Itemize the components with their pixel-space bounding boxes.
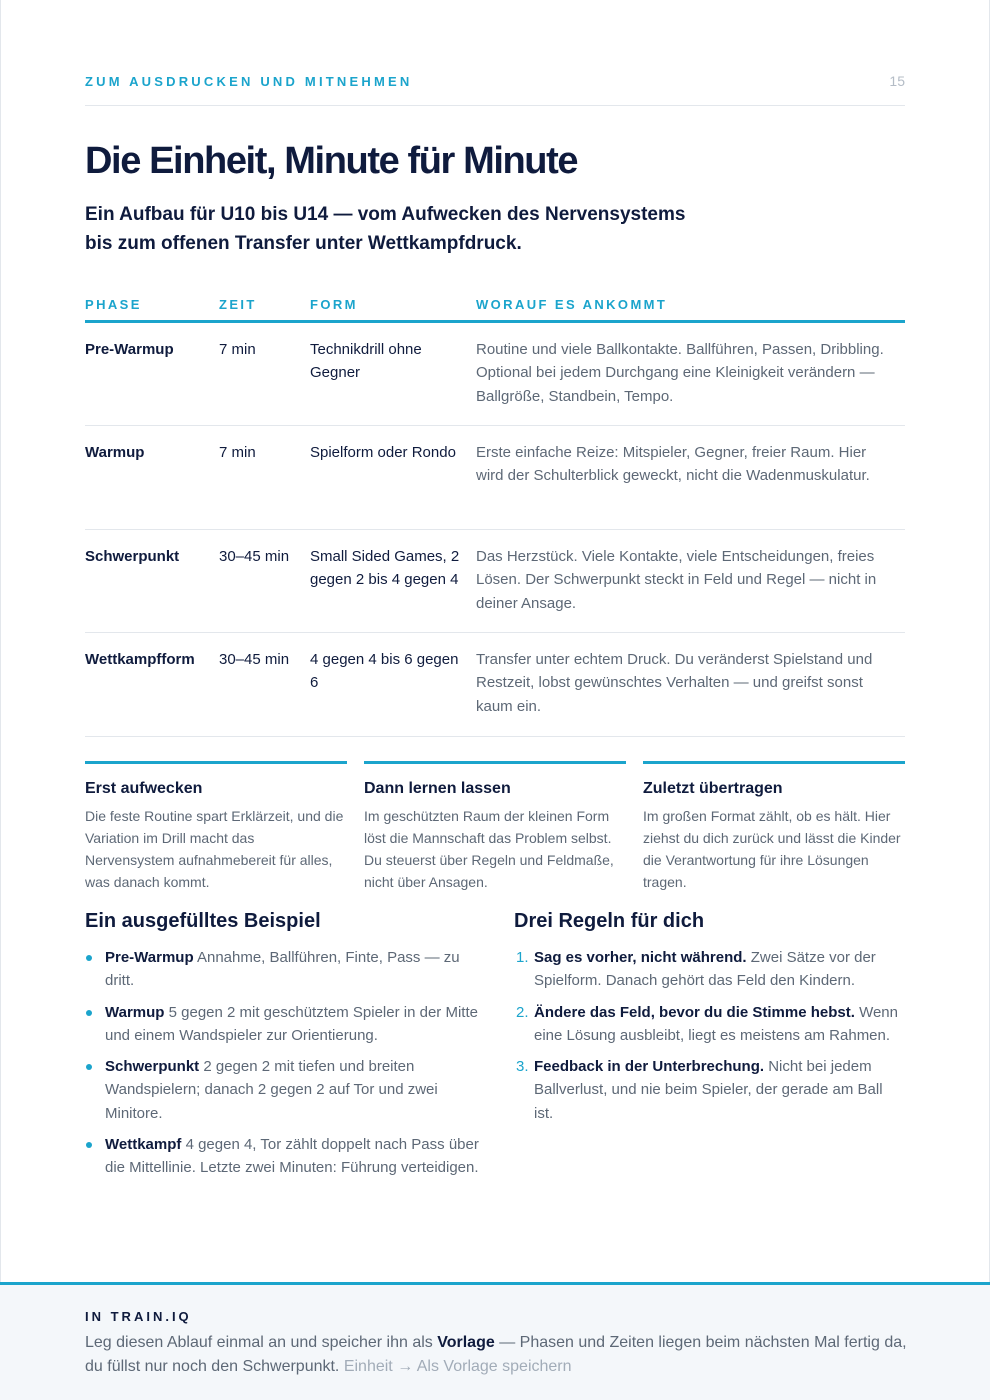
principle-card: [85, 761, 347, 893]
item-text: Annahme, Ballführen, Finte, Pass — zu dritt.: [105, 949, 460, 990]
card-title: Erst aufwecken: [85, 780, 203, 797]
page-header: [85, 72, 905, 106]
table-header: [85, 296, 905, 323]
bullet-dot-icon: [86, 1010, 92, 1016]
footer-kicker: IN TRAIN.IQ: [85, 1309, 192, 1324]
footer-text-start: Leg diesen Ablauf einmal an und speicher ihn als: [85, 1334, 433, 1351]
cell-form: 4 gegen 4 bis 6 gegen 6: [310, 651, 459, 692]
cell-form: Spielform oder Rondo: [310, 444, 456, 461]
list-item: [85, 1055, 480, 1125]
footer-text: [85, 1331, 915, 1379]
principle-cards: [85, 761, 905, 891]
card-text: Die feste Routine spart Erklärzeit, und die Variation im Drill macht das Nervensystem aufnahmebereit für alles, was danach kommt.: [85, 808, 344, 890]
item-label: Pre-Warmup: [105, 949, 194, 966]
cell-phase: Schwerpunkt: [85, 548, 180, 565]
rule-label: Feedback in der Unterbrechung.: [534, 1058, 765, 1076]
cell-time: 7 min: [219, 444, 256, 461]
bullet-dot-icon: [86, 1064, 92, 1070]
item-label: Wettkampf: [105, 1136, 182, 1154]
rule-text: Wenn eine Lösung ausbleibt, liegt es meistens am Rahmen.: [534, 1003, 898, 1044]
cell-form: Small Sided Games, 2 gegen 2 bis 4 gegen 4: [310, 548, 460, 589]
rule-text: Nicht bei jedem Ballverlust, und nie beim Spieler, der gerade am Ball ist.: [534, 1058, 883, 1122]
column-header-focus: WORAUF ES ANKOMMT: [476, 297, 668, 312]
item-text: 4 gegen 4, Tor zählt doppelt nach Pass über die Mittellinie. Letzte zwei Minuten: Führung verteidigen.: [105, 1136, 479, 1177]
section-kicker: ZUM AUSDRUCKEN UND MITNEHMEN: [85, 74, 413, 89]
list-item: [85, 1133, 480, 1180]
table-row: [85, 530, 905, 633]
page-subtitle: [85, 200, 785, 258]
bullet-dot-icon: [86, 955, 92, 961]
app-tip-footer: [0, 1282, 990, 1400]
rule-text: Zwei Sätze vor der Spielform. Danach gehört das Feld den Kindern.: [534, 949, 876, 990]
footer-template-term: Vorlage: [437, 1334, 495, 1351]
cell-time: 30–45 min: [219, 651, 290, 668]
cell-focus: Transfer unter echtem Druck. Du veränderst Spielstand und Restzeit, lobst gewünschtes Verhalten — und greifst sonst kaum ein.: [476, 651, 873, 715]
subtitle-line-1: Ein Aufbau für U10 bis U14 — vom Aufwecken des Nervensystems: [85, 204, 686, 225]
footer-menu-path: Einheit → Als Vorlage speichern: [343, 1358, 572, 1375]
page-number: 15: [889, 73, 905, 89]
page-title: Die Einheit, Minute für Minute: [85, 140, 578, 182]
cell-focus: Das Herzstück. Viele Kontakte, viele Entscheidungen, freies Lösen. Der Schwerpunkt steckt in Feld und Regel — nicht in deiner Ansage.: [476, 548, 877, 612]
cell-form: Technikdrill ohne Gegner: [310, 341, 422, 382]
cell-phase: Pre-Warmup: [85, 341, 174, 358]
table-row: [85, 633, 905, 737]
rules-list: [514, 946, 904, 1133]
card-text: Im geschützten Raum der kleinen Form löst die Mannschaft das Problem selbst. Du steuerst über Regeln und Feldmaße, nicht über Ansagen.: [364, 808, 614, 890]
cell-focus: Erste einfache Reize: Mitspieler, Gegner, freier Raum. Hier wird der Schulterblick geweckt, nicht die Wadenmuskulatur.: [476, 444, 870, 485]
column-header-form: FORM: [310, 297, 358, 312]
rule-number: 1.: [516, 949, 529, 966]
rule-number: 2.: [516, 1003, 529, 1021]
table-row: [85, 323, 905, 426]
item-text: 5 gegen 2 mit geschütztem Spieler in der Mitte und einem Wandspieler zur Orientierung.: [105, 1003, 478, 1044]
item-label: Warmup: [105, 1003, 165, 1021]
item-label: Schwerpunkt: [105, 1058, 200, 1076]
card-title: Zuletzt übertragen: [643, 780, 783, 797]
rule-number: 3.: [516, 1058, 529, 1076]
example-title: Ein ausgefülltes Beispiel: [85, 910, 321, 932]
rules-title: Drei Regeln für dich: [514, 910, 705, 932]
cell-focus: Routine und viele Ballkontakte. Ballführen, Passen, Dribbling. Optional bei jedem Durchgang eine Kleinigkeit verändern — Ballgröße, Standbein, Tempo.: [476, 341, 884, 405]
item-text: 2 gegen 2 mit tiefen und breiten Wandspielern; danach 2 gegen 2 auf Tor und zwei Minitore.: [105, 1058, 438, 1122]
example-list: [85, 946, 480, 1188]
card-text: Im großen Format zählt, ob es hält. Hier ziehst du dich zurück und lässt die Kinder die Verantwortung für ihre Lösungen tragen.: [643, 808, 901, 890]
list-item: [85, 946, 480, 993]
list-item: [85, 1001, 480, 1048]
cell-time: 7 min: [219, 341, 256, 358]
card-title: Dann lernen lassen: [364, 780, 511, 797]
principle-card: [643, 761, 905, 893]
cell-time: 30–45 min: [219, 548, 290, 565]
session-table: [85, 296, 905, 737]
principle-card: [364, 761, 626, 893]
column-header-phase: PHASE: [85, 297, 142, 312]
footer-text-end: — Phasen und Zeiten liegen beim nächsten Mal fertig da, du füllst nur noch den Schwerpunkt.: [85, 1334, 907, 1375]
cell-phase: Warmup: [85, 444, 145, 461]
rule-label: Sag es vorher, nicht während.: [534, 949, 747, 966]
rule-label: Ändere das Feld, bevor du die Stimme hebst.: [534, 1003, 855, 1021]
list-item: [514, 1055, 904, 1125]
list-item: [514, 946, 904, 993]
table-row: [85, 426, 905, 530]
subtitle-line-2: bis zum offenen Transfer unter Wettkampfdruck.: [85, 233, 522, 254]
list-item: [514, 1001, 904, 1048]
bullet-dot-icon: [86, 1142, 92, 1148]
cell-phase: Wettkampfform: [85, 651, 195, 668]
column-header-time: ZEIT: [219, 297, 257, 312]
